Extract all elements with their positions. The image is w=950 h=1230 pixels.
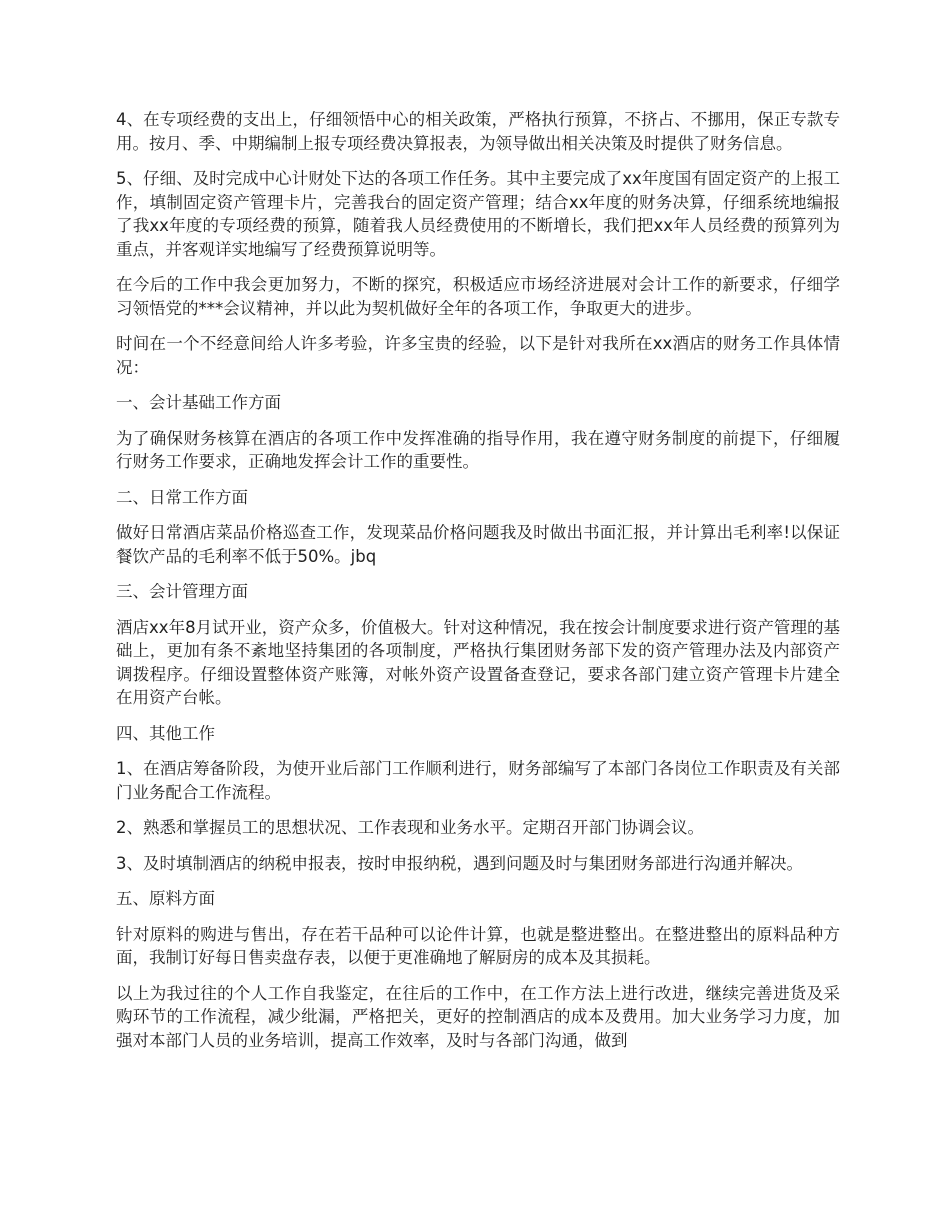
section-heading-other-work: 四、其他工作 [116,723,215,743]
paragraph-other-work-2: 2、熟悉和掌握员工的思想状况、工作表现和业务水平。定期召开部门协调会议。 [116,818,704,837]
paragraph-self-evaluation: 以上为我过往的个人工作自我鉴定，在往后的工作中，在工作方法上进行改进，继续完善进货及采购环节的工作流程，减少纰漏，严格把关，更好的控制酒店的成本及费用。加大业务学习力度，加强对本部门人员的业务培训，提高工作效率，及时与各部门沟通，做到 [116,983,840,1050]
section-heading-daily-work: 二、日常工作方面 [116,487,248,507]
paragraph-other-work-1: 1、在酒店筹备阶段，为使开业后部门工作顺利进行，财务部编写了本部门各岗位工作职责及有关部门业务配合工作流程。 [116,759,840,802]
section-heading-accounting-management: 三、会计管理方面 [116,582,248,601]
paragraph-other-work-3: 3、及时填制酒店的纳税申报表，按时申报纳税，遇到问题及时与集团财务部进行沟通并解决。 [116,853,803,873]
paragraph-accounting-basics: 为了确保财务核算在酒店的各项工作中发挥准确的指导作用，我在遵守财务制度的前提下，仔细履行财务工作要求，正确地发挥会计工作的重要性。 [116,428,840,471]
paragraph-hotel-intro: 时间在一个不经意间给人许多考验，许多宝贵的经验，以下是针对我所在xx酒店的财务工作具体情况： [116,334,840,377]
paragraph-raw-materials: 针对原料的购进与售出，存在若干品种可以论件计算，也就是整进整出。在整进整出的原料品种方面，我制订好每日售卖盘存表，以便于更准确地了解厨房的成本及其损耗。 [116,924,840,967]
paragraph-accounting-management: 酒店xx年8月试开业，资产众多，价值极大。针对这种情况，我在按会计制度要求进行资产管理的基础上，更加有条不紊地坚持集团的各项制度，严格执行集团财务部下发的资产管理办法及内部资产调拨程序。仔细设置整体资产账簿，对帐外资产设置备查登记，要求各部门建立资产管理卡片建全在用资产台帐。 [116,617,840,707]
paragraph-finance-tasks: 5、仔细、及时完成中心计财处下达的各项工作任务。其中主要完成了xx年度国有固定资产的上报工作，填制固定资产管理卡片，完善我台的固定资产管理；结合xx年度的财务决算，仔细系统地编报了我xx年度的专项经费的预算，随着我人员经费使用的不断增长，我们把xx年人员经费的预算列为重点，并客观详实地编写了经费预算说明等。 [116,169,840,259]
section-heading-raw-materials: 五、原料方面 [116,889,215,908]
document-body [116,108,840,1064]
section-heading-accounting-basics: 一、会计基础工作方面 [116,393,281,412]
paragraph-special-funds: 4、在专项经费的支出上，仔细领悟中心的相关政策，严格执行预算，不挤占、不挪用，保正专款专用。按月、季、中期编制上报专项经费决算报表，为领导做出相关决策及时提供了财务信息。 [116,110,840,153]
paragraph-daily-work: 做好日常酒店菜品价格巡查工作，发现菜品价格问题我及时做出书面汇报，并计算出毛利率!以保证餐饮产品的毛利率不低于50%。jbq [116,523,840,566]
paragraph-future-work: 在今后的工作中我会更加努力，不断的探究，积极适应市场经济进展对会计工作的新要求，仔细学习领悟党的***会议精神，并以此为契机做好全年的各项工作，争取更大的进步。 [116,275,840,318]
